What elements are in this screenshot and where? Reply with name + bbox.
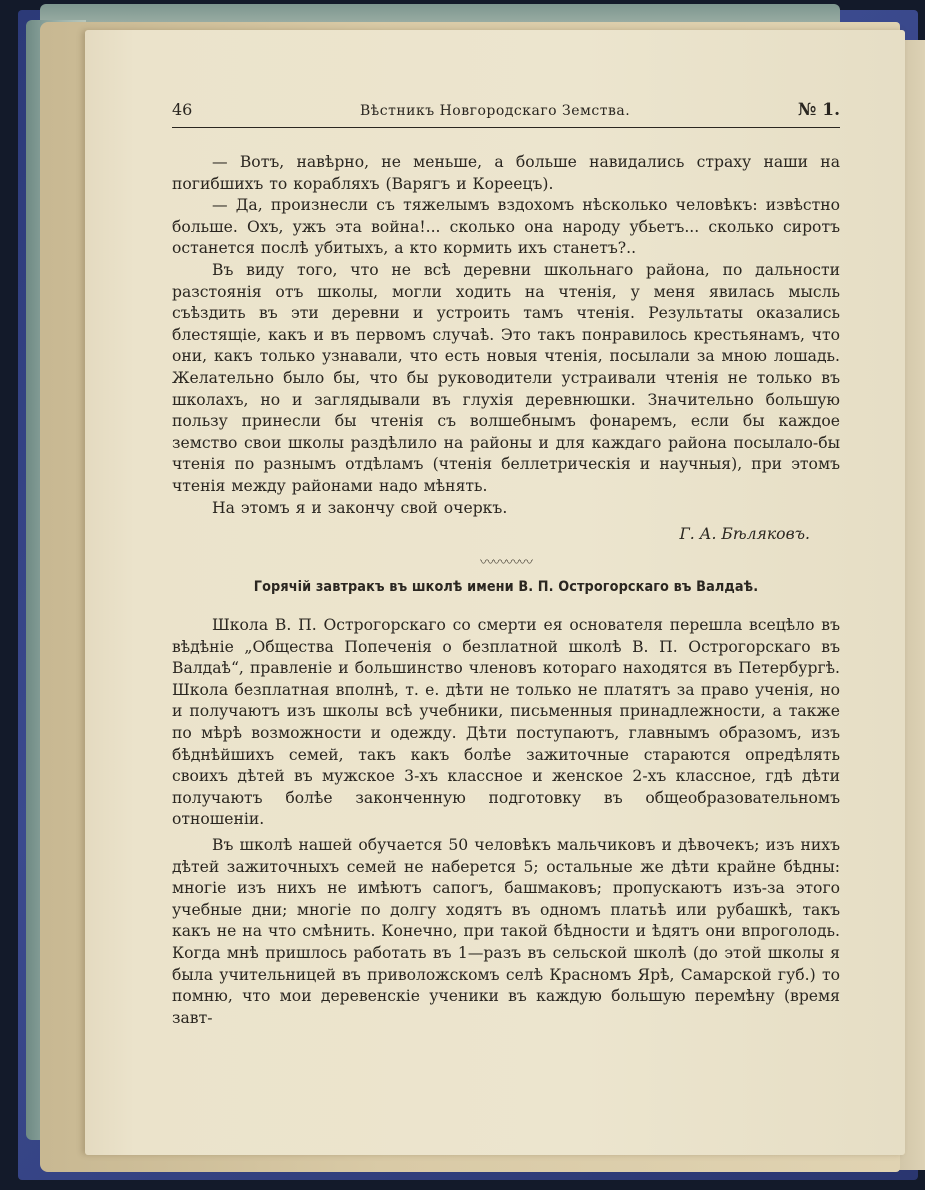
paragraph: Школа В. П. Острогорскаго со смерти ея основателя перешла всецѣло въ вѣдѣніе „Общества Попеченія о безплатной школѣ В. П. Острогорскаго въ Валдаѣ“, правленіе и большинство членовъ котораго находятся въ Петербургѣ. Школа безплатная вполнѣ, т. е. дѣти не только не платятъ за право ученія, но и получаютъ изъ школы всѣ учебники, письменныя принадлежности, а также по мѣрѣ возможности и одежду. Дѣти поступаютъ, главнымъ образомъ, изъ бѣднѣйшихъ семей, такъ какъ болѣе зажиточные стараются опредѣлять своихъ дѣтей въ мужское 3-хъ классное и женское 2-хъ классное, гдѣ дѣти получаютъ болѣе законченную подготовку въ общеобразовательномъ отношеніи. <box>172 616 840 829</box>
running-title: Вѣстникъ Новгородскаго Земства. <box>360 103 631 119</box>
article-2-body <box>172 615 840 1029</box>
page-number: 46 <box>172 100 193 119</box>
paragraph: Въ виду того, что не всѣ деревни школьнагo района, по дальности разстоянія отъ школы, могли ходить на чтенія, у меня явилась мысль съѣздить въ эти деревни и устроить тамъ чтенія. Результаты оказались блестящіе, какъ и въ первомъ случаѣ. Это такъ понравилось крестьянамъ, что они, какъ только узнавали, что есть новыя чтенія, посылали за мною лошадь. Желательно было бы, что бы руководители устраивали чтенія не только въ школахъ, но и заглядывали въ глухія деревнюшки. Значительно большую пользу принесли бы чтенія съ волшебнымъ фонаремъ, если бы каждое земство свои школы раздѣлило на районы и для каждаго района посылало-бы чтенія по разнымъ отдѣламъ (чтенія беллетрическія и научныя), при этомъ чтенія между районами надо мѣнять. <box>172 260 840 495</box>
paragraph: — Да, произнесли съ тяжелымъ вздохомъ нѣсколько человѣкъ: извѣстно больше. Охъ, ужъ эта война!... сколько она народу убьетъ... сколько сиротъ останется послѣ убитыхъ, а кто кормить ихъ станетъ?.. <box>172 196 840 258</box>
paragraph: Въ школѣ нашей обучается 50 человѣкъ мальчиковъ и дѣвочекъ; изъ нихъ дѣтей зажиточныхъ семей не наберется 5; остальные же дѣти крайне бѣдны: многіе изъ нихъ не имѣютъ сапогъ, башмаковъ; пропускаютъ изъ-за этого учебные дни; многіе по долгу ходятъ въ одномъ платьѣ или рубашкѣ, такъ какъ не на что смѣнить. Конечно, при такой бѣдности и ѣдятъ они впроголодь. Когда мнѣ пришлось работать въ 1—разъ въ сельской школѣ (до этой школы я была учительницей въ приволожскомъ селѣ Красномъ Ярѣ, Самарской губ.) то помню, что мои деревенскіе ученики въ каждую большую перемѣну (время завт- <box>172 836 840 1027</box>
author-signature: Г. А. Бѣляковъ. <box>679 525 810 544</box>
paragraph: На этомъ я и закончу свой очеркъ. <box>212 498 508 517</box>
paragraph: — Вотъ, навѣрно, не меньше, а больше навидались страху наши на погибшихъ то корабляхъ (Варягъ и Кореецъ). <box>172 153 840 193</box>
article-2-title: Горячій завтракъ въ школѣ имени В. П. Острогорскаго въ Валдаѣ. <box>253 579 759 596</box>
article-1-body <box>172 152 840 519</box>
running-header <box>172 100 840 128</box>
issue-number: № 1. <box>797 100 840 120</box>
section-divider: 〰〰〰〰 <box>480 555 532 572</box>
page-content <box>172 100 840 1029</box>
